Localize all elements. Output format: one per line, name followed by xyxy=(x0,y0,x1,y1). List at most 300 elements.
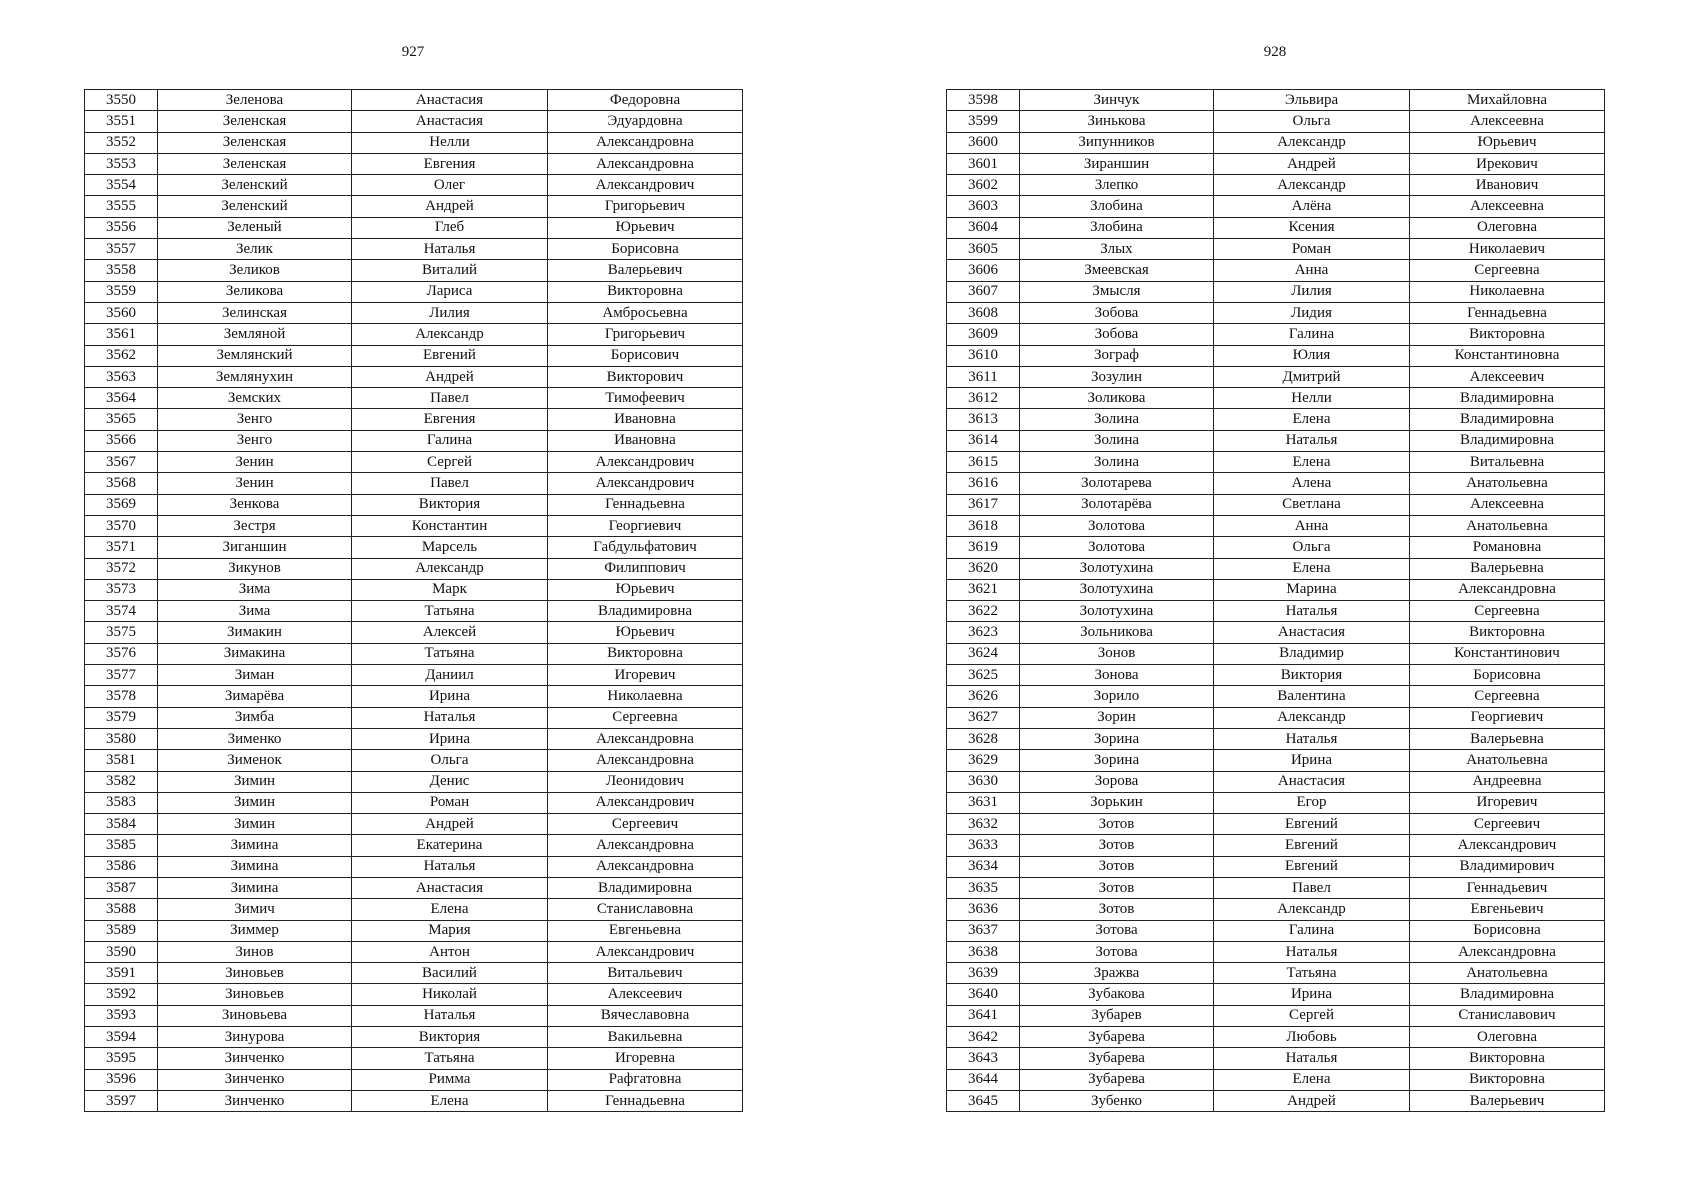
table-row xyxy=(85,1069,743,1090)
row-number-cell: 3612 xyxy=(947,388,1020,409)
first-name-cell: Елена xyxy=(1214,1069,1410,1090)
row-number-cell: 3550 xyxy=(85,90,158,111)
row-number-cell: 3645 xyxy=(947,1090,1020,1111)
patronymic-cell: Александровна xyxy=(548,132,743,153)
first-name-cell: Галина xyxy=(1214,920,1410,941)
patronymic-cell: Игоревна xyxy=(548,1048,743,1069)
last-name-cell: Зиновьева xyxy=(158,1005,352,1026)
patronymic-cell: Александровна xyxy=(548,835,743,856)
row-number-cell: 3563 xyxy=(85,366,158,387)
first-name-cell: Антон xyxy=(352,941,548,962)
patronymic-cell: Евгеньевич xyxy=(1410,899,1605,920)
last-name-cell: Зимин xyxy=(158,814,352,835)
patronymic-cell: Алексеевна xyxy=(1410,196,1605,217)
table-row xyxy=(85,728,743,749)
row-number-cell: 3577 xyxy=(85,665,158,686)
last-name-cell: Золотухина xyxy=(1020,601,1214,622)
last-name-cell: Зименко xyxy=(158,728,352,749)
patronymic-cell: Валерьевич xyxy=(548,260,743,281)
last-name-cell: Змеевская xyxy=(1020,260,1214,281)
last-name-cell: Зотов xyxy=(1020,856,1214,877)
first-name-cell: Сергей xyxy=(352,452,548,473)
last-name-cell: Зражва xyxy=(1020,963,1214,984)
table-row xyxy=(947,1048,1605,1069)
last-name-cell: Зотов xyxy=(1020,877,1214,898)
first-name-cell: Владимир xyxy=(1214,643,1410,664)
last-name-cell: Зобова xyxy=(1020,324,1214,345)
patronymic-cell: Григорьевич xyxy=(548,196,743,217)
last-name-cell: Зеленская xyxy=(158,111,352,132)
first-name-cell: Роман xyxy=(352,792,548,813)
first-name-cell: Галина xyxy=(1214,324,1410,345)
table-row xyxy=(947,984,1605,1005)
row-number-cell: 3633 xyxy=(947,835,1020,856)
row-number-cell: 3606 xyxy=(947,260,1020,281)
last-name-cell: Зипунников xyxy=(1020,132,1214,153)
table-row xyxy=(85,366,743,387)
first-name-cell: Виктория xyxy=(352,1027,548,1048)
table-row xyxy=(947,473,1605,494)
patronymic-cell: Геннадьевна xyxy=(548,1090,743,1111)
last-name-cell: Зимин xyxy=(158,792,352,813)
first-name-cell: Татьяна xyxy=(352,643,548,664)
table-row xyxy=(947,1090,1605,1111)
patronymic-cell: Валерьевна xyxy=(1410,728,1605,749)
register-table xyxy=(84,89,743,1112)
row-number-cell: 3622 xyxy=(947,601,1020,622)
last-name-cell: Зозулин xyxy=(1020,366,1214,387)
last-name-cell: Зубарева xyxy=(1020,1069,1214,1090)
patronymic-cell: Юрьевич xyxy=(548,217,743,238)
patronymic-cell: Габдульфатович xyxy=(548,537,743,558)
table-row xyxy=(85,1048,743,1069)
first-name-cell: Андрей xyxy=(352,366,548,387)
last-name-cell: Землянский xyxy=(158,345,352,366)
row-number-cell: 3573 xyxy=(85,579,158,600)
row-number-cell: 3604 xyxy=(947,217,1020,238)
row-number-cell: 3617 xyxy=(947,494,1020,515)
row-number-cell: 3580 xyxy=(85,728,158,749)
table-row xyxy=(85,430,743,451)
row-number-cell: 3634 xyxy=(947,856,1020,877)
last-name-cell: Земляной xyxy=(158,324,352,345)
first-name-cell: Анастасия xyxy=(352,111,548,132)
patronymic-cell: Тимофеевич xyxy=(548,388,743,409)
table-row xyxy=(947,963,1605,984)
row-number-cell: 3578 xyxy=(85,686,158,707)
table-row xyxy=(947,601,1605,622)
row-number-cell: 3644 xyxy=(947,1069,1020,1090)
table-row xyxy=(947,643,1605,664)
row-number-cell: 3556 xyxy=(85,217,158,238)
last-name-cell: Зотова xyxy=(1020,920,1214,941)
table-row xyxy=(85,217,743,238)
table-row xyxy=(85,515,743,536)
page-number: 928 xyxy=(1263,44,1287,60)
row-number-cell: 3613 xyxy=(947,409,1020,430)
patronymic-cell: Станиславович xyxy=(1410,1005,1605,1026)
last-name-cell: Зеленский xyxy=(158,196,352,217)
first-name-cell: Даниил xyxy=(352,665,548,686)
patronymic-cell: Анатольевна xyxy=(1410,515,1605,536)
patronymic-cell: Викторович xyxy=(548,366,743,387)
first-name-cell: Валентина xyxy=(1214,686,1410,707)
table-row xyxy=(947,281,1605,302)
row-number-cell: 3602 xyxy=(947,175,1020,196)
row-number-cell: 3603 xyxy=(947,196,1020,217)
table-row xyxy=(85,175,743,196)
table-row xyxy=(85,473,743,494)
row-number-cell: 3638 xyxy=(947,941,1020,962)
last-name-cell: Зотов xyxy=(1020,814,1214,835)
patronymic-cell: Юрьевич xyxy=(1410,132,1605,153)
patronymic-cell: Александровна xyxy=(548,153,743,174)
patronymic-cell: Ивановна xyxy=(548,430,743,451)
table-row xyxy=(85,814,743,835)
table-row xyxy=(85,856,743,877)
first-name-cell: Андрей xyxy=(352,814,548,835)
table-row xyxy=(85,686,743,707)
last-name-cell: Зелинская xyxy=(158,302,352,323)
table-row xyxy=(85,90,743,111)
first-name-cell: Татьяна xyxy=(352,1048,548,1069)
patronymic-cell: Станиславовна xyxy=(548,899,743,920)
table-row xyxy=(947,494,1605,515)
first-name-cell: Константин xyxy=(352,515,548,536)
last-name-cell: Зобова xyxy=(1020,302,1214,323)
row-number-cell: 3605 xyxy=(947,239,1020,260)
row-number-cell: 3625 xyxy=(947,665,1020,686)
table-row xyxy=(947,877,1605,898)
patronymic-cell: Анатольевна xyxy=(1410,963,1605,984)
first-name-cell: Анна xyxy=(1214,515,1410,536)
last-name-cell: Зеленский xyxy=(158,175,352,196)
patronymic-cell: Юрьевич xyxy=(548,579,743,600)
last-name-cell: Зиновьев xyxy=(158,984,352,1005)
row-number-cell: 3575 xyxy=(85,622,158,643)
table-row xyxy=(85,452,743,473)
patronymic-cell: Алексеевич xyxy=(548,984,743,1005)
row-number-cell: 3572 xyxy=(85,558,158,579)
patronymic-cell: Олеговна xyxy=(1410,217,1605,238)
patronymic-cell: Владимировна xyxy=(548,877,743,898)
last-name-cell: Зеленская xyxy=(158,132,352,153)
patronymic-cell: Александрович xyxy=(548,452,743,473)
last-name-cell: Зеликов xyxy=(158,260,352,281)
last-name-cell: Зимарёва xyxy=(158,686,352,707)
first-name-cell: Галина xyxy=(352,430,548,451)
table-row xyxy=(85,537,743,558)
first-name-cell: Марсель xyxy=(352,537,548,558)
first-name-cell: Александр xyxy=(352,558,548,579)
first-name-cell: Дмитрий xyxy=(1214,366,1410,387)
table-row xyxy=(85,239,743,260)
last-name-cell: Зенкова xyxy=(158,494,352,515)
row-number-cell: 3591 xyxy=(85,963,158,984)
first-name-cell: Виктория xyxy=(1214,665,1410,686)
first-name-cell: Алексей xyxy=(352,622,548,643)
last-name-cell: Зеленый xyxy=(158,217,352,238)
first-name-cell: Виктория xyxy=(352,494,548,515)
last-name-cell: Зубакова xyxy=(1020,984,1214,1005)
row-number-cell: 3594 xyxy=(85,1027,158,1048)
row-number-cell: 3636 xyxy=(947,899,1020,920)
patronymic-cell: Амбросьевна xyxy=(548,302,743,323)
row-number-cell: 3564 xyxy=(85,388,158,409)
table-row xyxy=(947,90,1605,111)
last-name-cell: Зиновьев xyxy=(158,963,352,984)
last-name-cell: Золотухина xyxy=(1020,558,1214,579)
table-row xyxy=(947,941,1605,962)
first-name-cell: Эльвира xyxy=(1214,90,1410,111)
row-number-cell: 3592 xyxy=(85,984,158,1005)
first-name-cell: Денис xyxy=(352,771,548,792)
table-row xyxy=(947,515,1605,536)
row-number-cell: 3552 xyxy=(85,132,158,153)
last-name-cell: Зенго xyxy=(158,430,352,451)
first-name-cell: Сергей xyxy=(1214,1005,1410,1026)
first-name-cell: Лилия xyxy=(352,302,548,323)
table-row xyxy=(947,579,1605,600)
row-number-cell: 3643 xyxy=(947,1048,1020,1069)
first-name-cell: Анастасия xyxy=(352,90,548,111)
table-row xyxy=(947,452,1605,473)
patronymic-cell: Викторовна xyxy=(1410,324,1605,345)
last-name-cell: Зотов xyxy=(1020,899,1214,920)
patronymic-cell: Евгеньевна xyxy=(548,920,743,941)
row-number-cell: 3581 xyxy=(85,750,158,771)
first-name-cell: Андрей xyxy=(352,196,548,217)
patronymic-cell: Алексеевна xyxy=(1410,494,1605,515)
first-name-cell: Лилия xyxy=(1214,281,1410,302)
row-number-cell: 3629 xyxy=(947,750,1020,771)
table-row xyxy=(85,196,743,217)
first-name-cell: Наталья xyxy=(1214,430,1410,451)
last-name-cell: Зубарева xyxy=(1020,1027,1214,1048)
patronymic-cell: Леонидович xyxy=(548,771,743,792)
patronymic-cell: Федоровна xyxy=(548,90,743,111)
table-row xyxy=(947,409,1605,430)
row-number-cell: 3582 xyxy=(85,771,158,792)
first-name-cell: Глеб xyxy=(352,217,548,238)
patronymic-cell: Эдуардовна xyxy=(548,111,743,132)
first-name-cell: Лидия xyxy=(1214,302,1410,323)
patronymic-cell: Сергеевна xyxy=(548,707,743,728)
row-number-cell: 3576 xyxy=(85,643,158,664)
last-name-cell: Зимба xyxy=(158,707,352,728)
last-name-cell: Зубенко xyxy=(1020,1090,1214,1111)
first-name-cell: Егор xyxy=(1214,792,1410,813)
table-row xyxy=(85,302,743,323)
first-name-cell: Елена xyxy=(1214,558,1410,579)
last-name-cell: Зинов xyxy=(158,941,352,962)
row-number-cell: 3557 xyxy=(85,239,158,260)
first-name-cell: Виталий xyxy=(352,260,548,281)
last-name-cell: Зинченко xyxy=(158,1069,352,1090)
table-row xyxy=(85,771,743,792)
table-row xyxy=(85,1005,743,1026)
row-number-cell: 3599 xyxy=(947,111,1020,132)
row-number-cell: 3560 xyxy=(85,302,158,323)
patronymic-cell: Валерьевна xyxy=(1410,558,1605,579)
first-name-cell: Ольга xyxy=(1214,537,1410,558)
patronymic-cell: Владимировна xyxy=(548,601,743,622)
last-name-cell: Зубарев xyxy=(1020,1005,1214,1026)
table-row xyxy=(85,963,743,984)
row-number-cell: 3607 xyxy=(947,281,1020,302)
row-number-cell: 3623 xyxy=(947,622,1020,643)
first-name-cell: Александр xyxy=(1214,899,1410,920)
patronymic-cell: Александровна xyxy=(1410,579,1605,600)
patronymic-cell: Борисовна xyxy=(1410,665,1605,686)
row-number-cell: 3598 xyxy=(947,90,1020,111)
patronymic-cell: Александровна xyxy=(548,728,743,749)
first-name-cell: Алёна xyxy=(1214,196,1410,217)
row-number-cell: 3628 xyxy=(947,728,1020,749)
row-number-cell: 3610 xyxy=(947,345,1020,366)
row-number-cell: 3586 xyxy=(85,856,158,877)
first-name-cell: Анна xyxy=(1214,260,1410,281)
last-name-cell: Золотухина xyxy=(1020,579,1214,600)
row-number-cell: 3574 xyxy=(85,601,158,622)
row-number-cell: 3567 xyxy=(85,452,158,473)
table-row xyxy=(947,792,1605,813)
first-name-cell: Роман xyxy=(1214,239,1410,260)
last-name-cell: Зенин xyxy=(158,473,352,494)
first-name-cell: Евгений xyxy=(1214,814,1410,835)
patronymic-cell: Александровна xyxy=(1410,941,1605,962)
row-number-cell: 3614 xyxy=(947,430,1020,451)
page-number: 927 xyxy=(401,44,425,60)
first-name-cell: Наталья xyxy=(352,239,548,260)
last-name-cell: Золотарёва xyxy=(1020,494,1214,515)
patronymic-cell: Николаевич xyxy=(1410,239,1605,260)
row-number-cell: 3615 xyxy=(947,452,1020,473)
last-name-cell: Зограф xyxy=(1020,345,1214,366)
row-number-cell: 3609 xyxy=(947,324,1020,345)
row-number-cell: 3553 xyxy=(85,153,158,174)
last-name-cell: Зеликова xyxy=(158,281,352,302)
patronymic-cell: Владимировна xyxy=(1410,430,1605,451)
last-name-cell: Зубарева xyxy=(1020,1048,1214,1069)
last-name-cell: Зиганшин xyxy=(158,537,352,558)
patronymic-cell: Владимировна xyxy=(1410,388,1605,409)
table-row xyxy=(947,707,1605,728)
patronymic-cell: Владимирович xyxy=(1410,856,1605,877)
patronymic-cell: Филиппович xyxy=(548,558,743,579)
table-row xyxy=(85,260,743,281)
table-row xyxy=(947,1027,1605,1048)
last-name-cell: Зиммер xyxy=(158,920,352,941)
first-name-cell: Наталья xyxy=(352,707,548,728)
table-row xyxy=(85,792,743,813)
last-name-cell: Золотова xyxy=(1020,537,1214,558)
first-name-cell: Анастасия xyxy=(1214,622,1410,643)
last-name-cell: Зимина xyxy=(158,856,352,877)
table-row xyxy=(947,388,1605,409)
first-name-cell: Павел xyxy=(1214,877,1410,898)
last-name-cell: Золикова xyxy=(1020,388,1214,409)
last-name-cell: Землянухин xyxy=(158,366,352,387)
table-row xyxy=(947,665,1605,686)
patronymic-cell: Михайловна xyxy=(1410,90,1605,111)
row-number-cell: 3640 xyxy=(947,984,1020,1005)
first-name-cell: Александр xyxy=(1214,175,1410,196)
patronymic-cell: Григорьевич xyxy=(548,324,743,345)
row-number-cell: 3635 xyxy=(947,877,1020,898)
table-row xyxy=(85,984,743,1005)
table-row xyxy=(85,707,743,728)
table-row xyxy=(85,899,743,920)
last-name-cell: Зимич xyxy=(158,899,352,920)
first-name-cell: Евгений xyxy=(1214,856,1410,877)
patronymic-cell: Геннадьевна xyxy=(1410,302,1605,323)
row-number-cell: 3579 xyxy=(85,707,158,728)
row-number-cell: 3600 xyxy=(947,132,1020,153)
patronymic-cell: Александрович xyxy=(548,941,743,962)
last-name-cell: Зестря xyxy=(158,515,352,536)
first-name-cell: Александр xyxy=(1214,707,1410,728)
patronymic-cell: Валерьевич xyxy=(1410,1090,1605,1111)
patronymic-cell: Александрович xyxy=(548,175,743,196)
patronymic-cell: Владимировна xyxy=(1410,984,1605,1005)
first-name-cell: Ирина xyxy=(352,728,548,749)
last-name-cell: Зотова xyxy=(1020,941,1214,962)
last-name-cell: Зимакин xyxy=(158,622,352,643)
first-name-cell: Екатерина xyxy=(352,835,548,856)
first-name-cell: Наталья xyxy=(1214,601,1410,622)
patronymic-cell: Константинович xyxy=(1410,643,1605,664)
row-number-cell: 3584 xyxy=(85,814,158,835)
table-row xyxy=(947,111,1605,132)
patronymic-cell: Андреевна xyxy=(1410,771,1605,792)
row-number-cell: 3593 xyxy=(85,1005,158,1026)
table-row xyxy=(947,728,1605,749)
patronymic-cell: Юрьевич xyxy=(548,622,743,643)
table-row xyxy=(85,622,743,643)
first-name-cell: Ольга xyxy=(1214,111,1410,132)
row-number-cell: 3565 xyxy=(85,409,158,430)
first-name-cell: Татьяна xyxy=(352,601,548,622)
patronymic-cell: Витальевич xyxy=(548,963,743,984)
table-row xyxy=(85,835,743,856)
table-row xyxy=(947,920,1605,941)
row-number-cell: 3597 xyxy=(85,1090,158,1111)
first-name-cell: Анастасия xyxy=(1214,771,1410,792)
patronymic-cell: Александрович xyxy=(548,792,743,813)
row-number-cell: 3630 xyxy=(947,771,1020,792)
patronymic-cell: Сергеевна xyxy=(1410,260,1605,281)
last-name-cell: Зинченко xyxy=(158,1090,352,1111)
table-row xyxy=(85,941,743,962)
last-name-cell: Золина xyxy=(1020,452,1214,473)
last-name-cell: Зимакина xyxy=(158,643,352,664)
row-number-cell: 3596 xyxy=(85,1069,158,1090)
row-number-cell: 3585 xyxy=(85,835,158,856)
last-name-cell: Золина xyxy=(1020,430,1214,451)
first-name-cell: Ирина xyxy=(352,686,548,707)
patronymic-cell: Ирекович xyxy=(1410,153,1605,174)
patronymic-cell: Викторовна xyxy=(548,281,743,302)
row-number-cell: 3611 xyxy=(947,366,1020,387)
patronymic-cell: Алексеевич xyxy=(1410,366,1605,387)
patronymic-cell: Борисовна xyxy=(548,239,743,260)
last-name-cell: Зеленова xyxy=(158,90,352,111)
table-row xyxy=(947,814,1605,835)
table-row xyxy=(947,132,1605,153)
table-row xyxy=(947,835,1605,856)
table-row xyxy=(85,409,743,430)
